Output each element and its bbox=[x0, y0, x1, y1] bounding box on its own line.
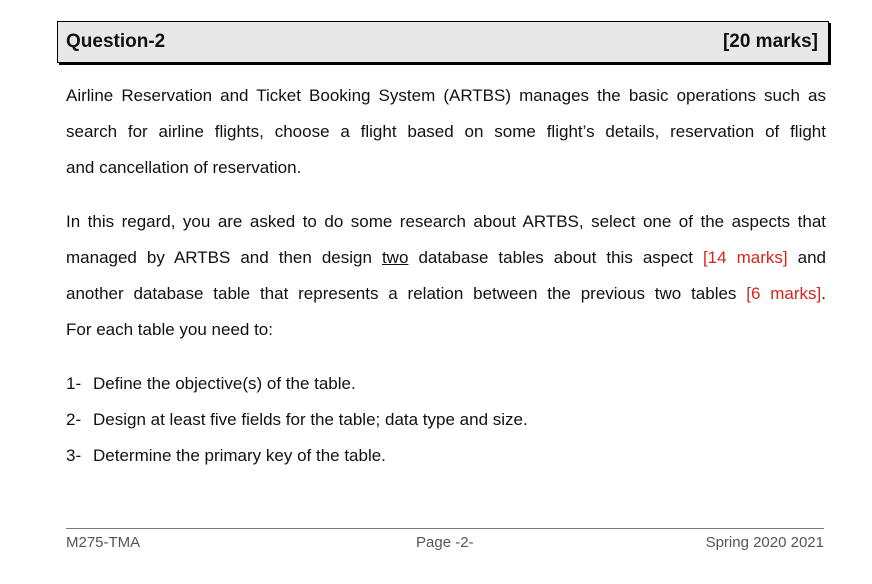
intro-line-3: and cancellation of reservation. bbox=[66, 158, 302, 177]
list-item bbox=[66, 438, 826, 474]
task-paragraph bbox=[66, 204, 826, 348]
marks-6: [6 marks] bbox=[746, 284, 822, 303]
task-line-4: For each table you need to: bbox=[66, 320, 273, 339]
task-line-3-c: . bbox=[821, 284, 827, 303]
list-item-number: 1- bbox=[66, 374, 82, 393]
list-item-number: 3- bbox=[66, 446, 82, 465]
footer-course: M275-TMA bbox=[66, 534, 141, 551]
task-line-2 bbox=[66, 240, 826, 276]
underlined-two: two bbox=[381, 248, 409, 267]
task-line-1: In this regard, you are asked to do some research about ARTBS, select one of the aspects that bbox=[66, 212, 826, 231]
intro-line-2: search for airline flights, choose a flight based on some flight’s details, reservation of flight bbox=[66, 122, 826, 141]
intro-line-1: Airline Reservation and Ticket Booking System (ARTBS) manages the basic operations such as bbox=[66, 86, 826, 105]
footer-divider bbox=[66, 528, 824, 529]
task-line-3-a: another database table that represents a relation between the previous two tables bbox=[66, 284, 747, 303]
list-item bbox=[66, 402, 826, 438]
footer-semester: Spring 2020 2021 bbox=[705, 534, 824, 551]
question-header bbox=[57, 21, 829, 63]
list-item-number: 2- bbox=[66, 410, 82, 429]
question-marks: [20 marks] bbox=[722, 31, 818, 52]
footer-page-number: Page -2- bbox=[416, 534, 474, 551]
list-item-text: Define the objective(s) of the table. bbox=[93, 374, 356, 393]
question-title: Question-2 bbox=[66, 31, 166, 52]
list-item-text: Determine the primary key of the table. bbox=[93, 446, 386, 465]
intro-paragraph bbox=[66, 78, 826, 186]
list-item bbox=[66, 366, 826, 402]
task-line-2-a: managed by ARTBS and then design bbox=[66, 248, 382, 267]
marks-14: [14 marks] bbox=[702, 248, 788, 267]
requirements-list bbox=[66, 366, 826, 474]
list-item-text: Design at least five fields for the table; data type and size. bbox=[93, 410, 528, 429]
task-line-2-c: and bbox=[787, 248, 826, 267]
task-line-2-b: database tables about this aspect bbox=[408, 248, 703, 267]
task-line-3 bbox=[66, 276, 826, 312]
